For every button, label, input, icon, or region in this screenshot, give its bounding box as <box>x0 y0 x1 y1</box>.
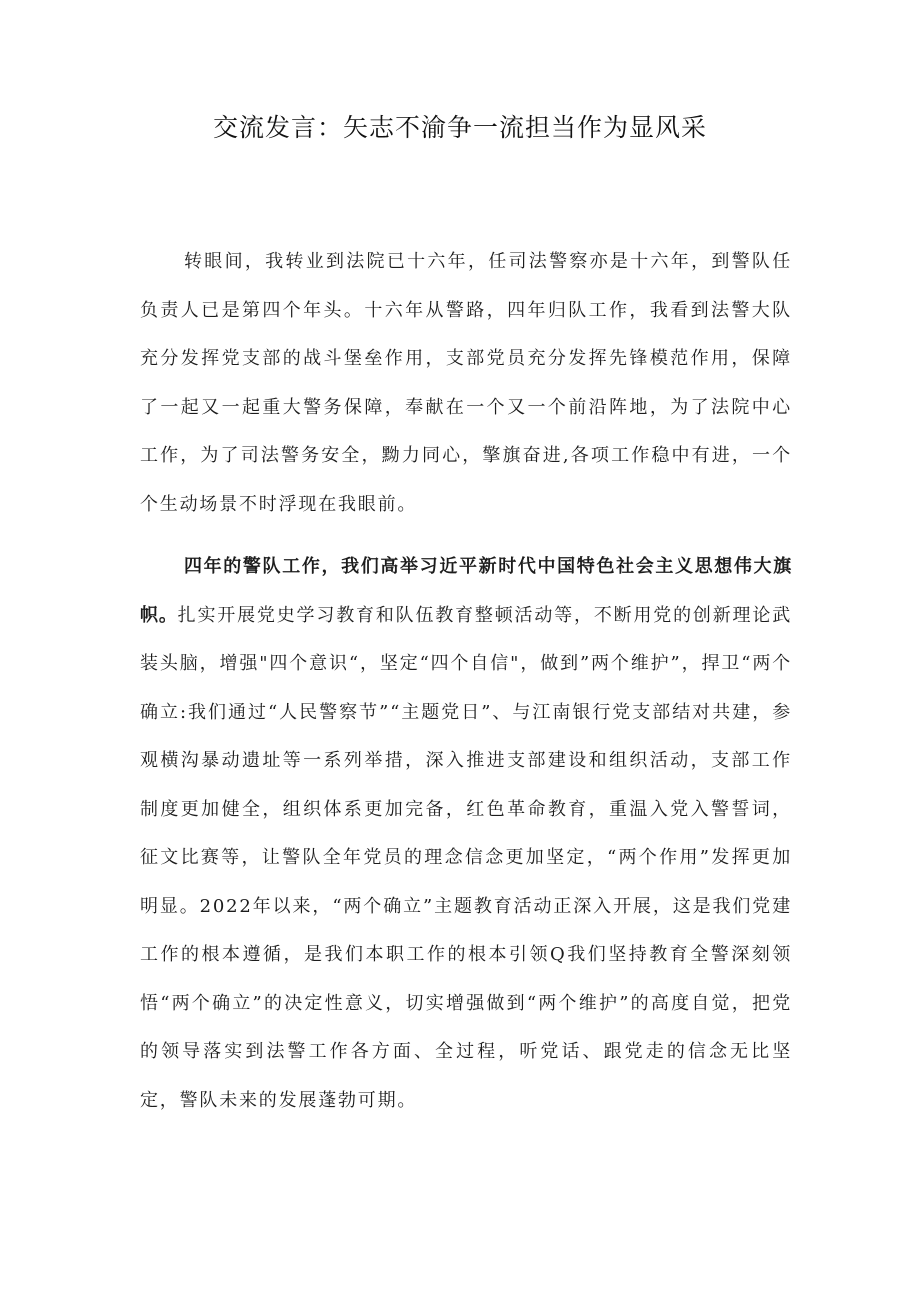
paragraph-2-lead: 四年的警队工作，我们高举习近平新时代中国特色社会主义思想伟大旗帜。 <box>140 556 792 626</box>
paragraph-1 <box>140 238 792 529</box>
paragraph-2-text: 扎实开展党史学习教育和队伍教育整顿活动等，不断用党的创新理论武装头脑，增强"四个意识“，坚定“四个自信"，做到”两个维护”，捍卫“两个确立:我们通过“人民警察节”“主题党日”、与江南银行党支部结对共建，参观横沟暴动遗址等一系列举措，深入推进支部建设和组织活动，支部工作制度更加健全，组织体系更加完备，红色革命教育，重温入党入警誓词，征文比赛等，让警队全年党员的理念信念更加坚定，“两个作用”发挥更加明显。2022年以来，“两个确立”主题教育活动正深入开展，这是我们党建工作的根本遵循，是我们本职工作的根本引领Q我们坚持教育全警深刻领悟“两个确立”的决定性意义，切实增强做到“两个维护”的高度自觉，把党的领导落实到法警工作各方面、全过程，听党话、跟党走的信念无比坚定，警队未来的发展蓬勃可期。 <box>140 604 792 1111</box>
paragraph-1-text: 转眼间，我转业到法院已十六年，任司法警察亦是十六年，到警队任负责人已是第四个年头。十六年从警路，四年归队工作，我看到法警大队充分发挥党支部的战斗堡垒作用，支部党员充分发挥先锋模范作用，保障了一起又一起重大警务保障，奉献在一个又一个前沿阵地，为了法院中心工作，为了司法警务安全，黝力同心，擎旗奋进,各项工作稳中有进，一个个生动场景不时浮现在我眼前。 <box>140 251 792 515</box>
document-title: 交流发言：矢志不渝争一流担当作为显风采 <box>212 113 707 142</box>
paragraph-2 <box>140 543 792 1125</box>
